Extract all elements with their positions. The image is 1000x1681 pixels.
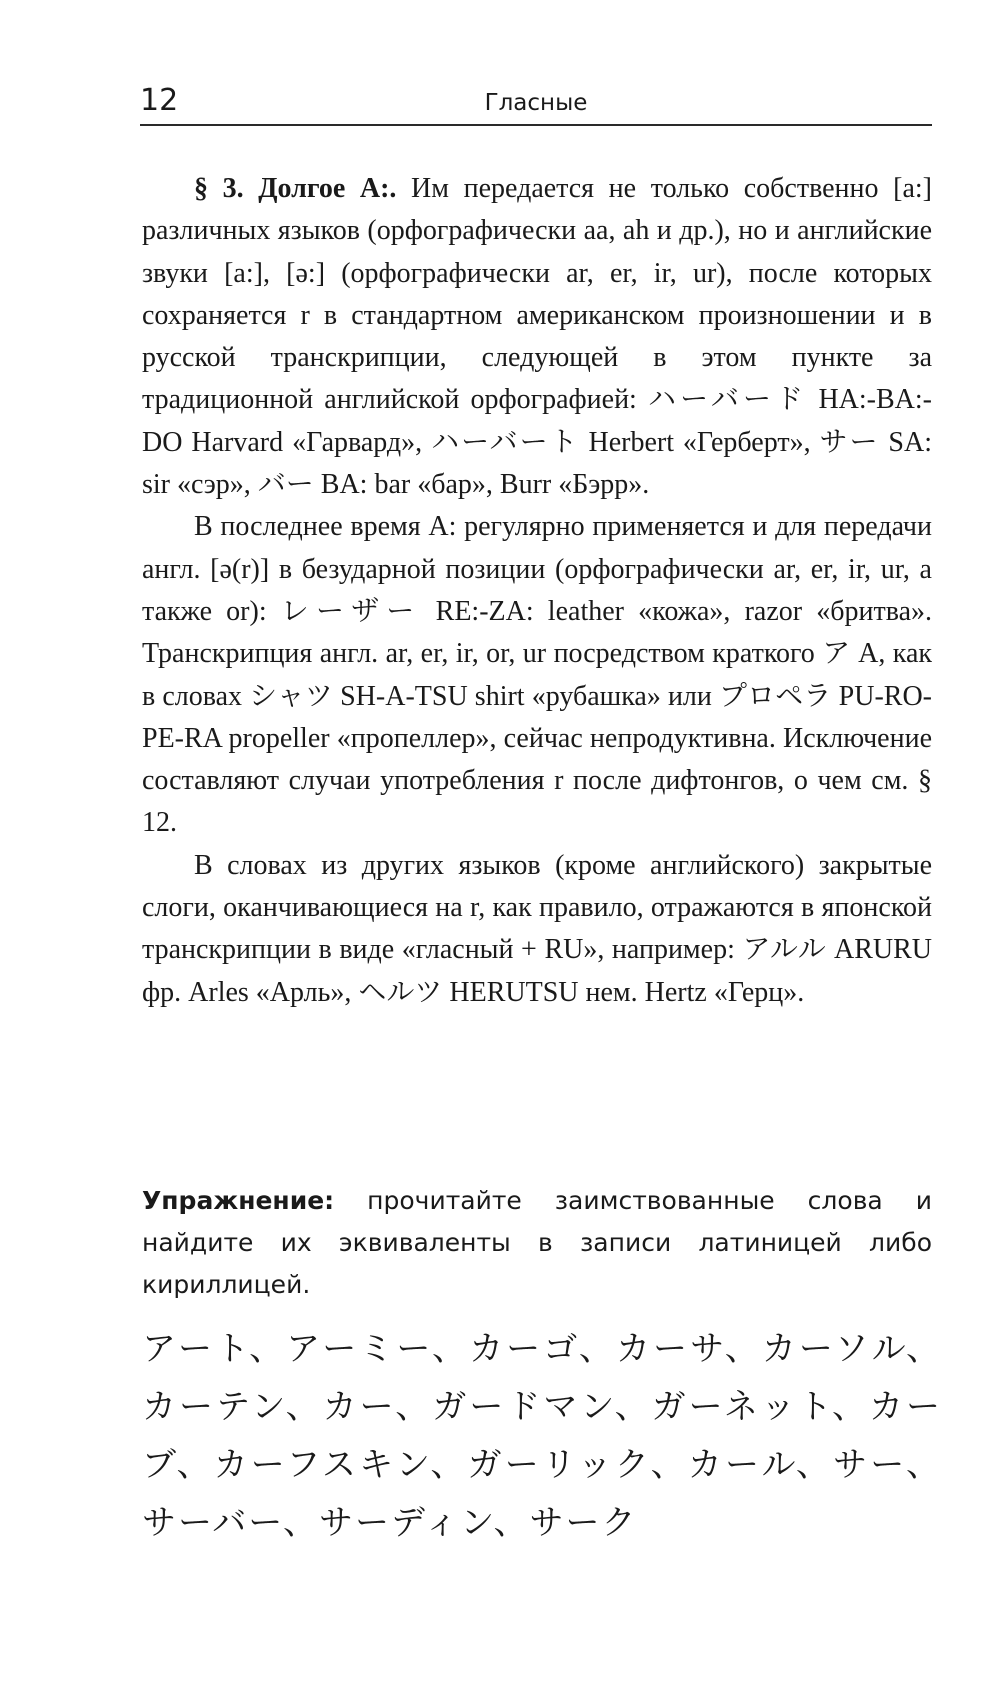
exercise-instructions: прочитайте заимствованные слова и найдите их эквиваленты в записи латиницей либо кириллицей. [142, 1186, 932, 1299]
section-3-paragraph-2: В последнее время A: регулярно применяется и для передачи англ. [ə(r)] в безударной позиции (орфографически ar, er, ir, ur, а также or): レーザー RE:-ZA: leather «кожа», razor «бритва». Транскрипция англ. ar, er, ir, or, ur посредством краткого ア A, как в словах シャツ SH-A-TSU shirt «рубашка» или プロペラ PU-RO-PE-RA propeller «пропеллер», сейчас непродуктивна. Исключение составляют случаи употребления r после дифтонгов, о чем см. § 12. [142, 511, 932, 839]
kana-word-list: アート、アーミー、カーゴ、カーサ、カーソル、カーテン、カー、ガードマン、ガーネット、カーブ、カーフスキン、ガーリック、カール、サー、サーバー、サーディン、サーク [142, 1329, 942, 1543]
exercise-block [142, 1180, 932, 1306]
exercise-label: Упражнение: [142, 1186, 335, 1215]
section-3-heading: § 3. Долгое A:. [194, 173, 397, 204]
section-3-body [142, 168, 932, 1014]
page-header [140, 84, 932, 126]
section-3-paragraph-1-text: Им передается не только собственно [a:] различных языков (орфографически aa, ah и др.), но и английские звуки [a:], [ə:] (орфографически ar, er, ir, ur), после которых сохраняется r в стандартном американском произношении и в русской транскрипции, следующей в этом пункте за традиционной английской орфографией: ハーバード HA:-BA:-DO Harvard «Гарвард», ハーバート Herbert «Герберт», サー SA: sir «сэр», バー BA: bar «бар», Burr «Бэрр». [142, 173, 932, 501]
section-3-paragraph-1 [142, 168, 932, 506]
page-number: 12 [140, 83, 179, 118]
running-title: Гласные [484, 90, 588, 116]
section-3-paragraph-3: В словах из других языков (кроме английского) закрытые слоги, оканчивающиеся на r, как правило, отражаются в японской транскрипции в виде «гласный + RU», например: アルル ARURU фр. Arles «Арль», ヘルツ HERUTSU нем. Hertz «Герц». [142, 849, 932, 1008]
